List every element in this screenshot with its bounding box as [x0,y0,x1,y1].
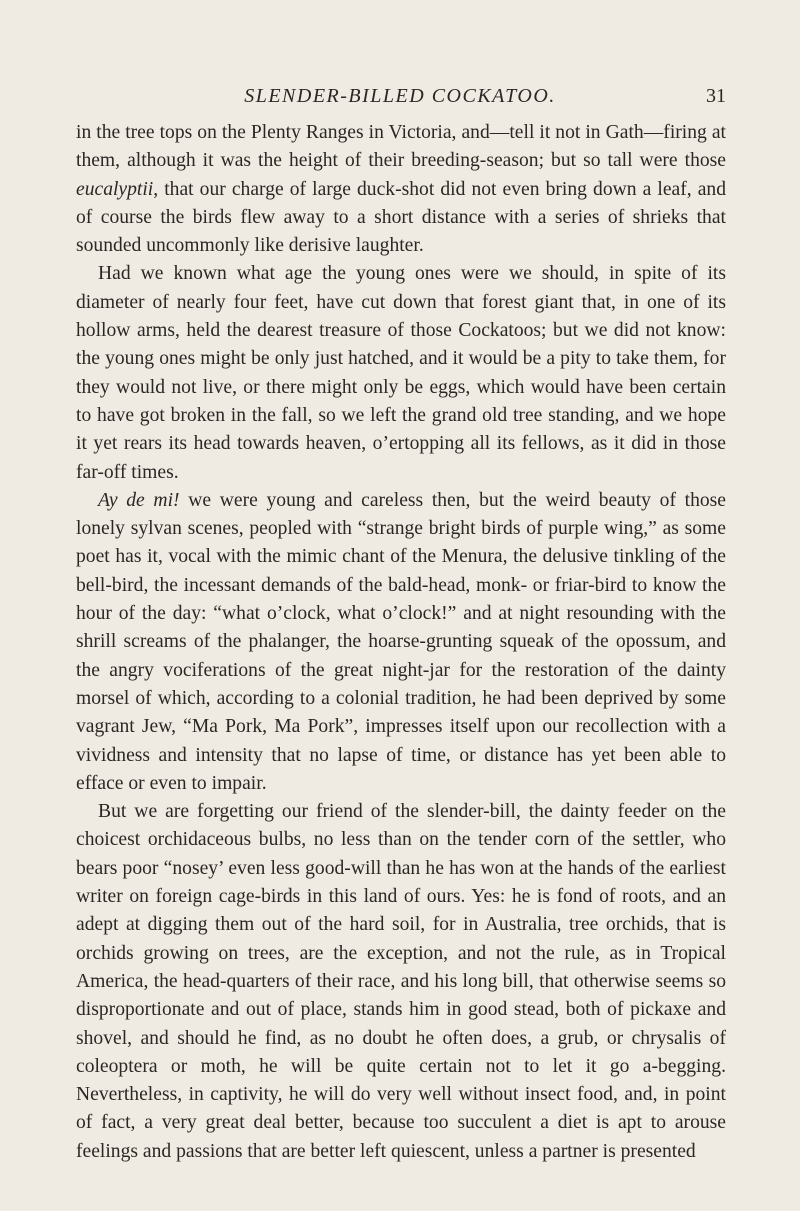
paragraph [76,487,726,798]
paragraph-text: in the tree tops on the Plenty Ranges in Victoria, and—tell it not in Gath—firing at them, although it was the height of their breeding-season; but so tall were those [76,122,726,172]
paragraph [76,260,726,486]
italic-text: eucalyptii [76,178,154,200]
paragraph [76,119,726,260]
running-head-title: SLENDER-BILLED COCKATOO. [244,85,556,107]
page-number: 31 [706,85,726,107]
paragraph [76,798,726,1166]
body-text [76,119,726,1166]
paragraph-text: we were young and careless then, but the weird beauty of those lonely sylvan scenes, peopled with “strange bright birds of purple wing,” as some poet has it, vocal with the mimic chant of the Menura, the delusive tinkling of the bell-bird, the incessant demands of the bald-head, monk- or friar-bird to know the hour of the day: “what o’clock, what o’clock!” and at night resounding with the shrill screams of the phalanger, the hoarse-grunting squeak of the opossum, and the angry vociferations of the great night-jar for the restoration of the dainty morsel of which, according to a colonial tradition, he had been deprived by some vagrant Jew, “Ma Pork, Ma Pork”, impresses itself upon our recollection with a vividness and intensity that no lapse of time, or distance has yet been able to efface or even to impair. [76,489,727,794]
italic-text: Ay de mi! [98,489,180,511]
paragraph-text: Had we known what age the young ones were we should, in spite of its diameter of nearly four feet, have cut down that forest giant that, in one of its hollow arms, held the dearest treasure of those Cockatoos; but we did not know: the young ones might be only just hatched, and it would be a pity to take them, for they would not live, or there might only be eggs, which would have been certain to have got broken in the fall, so we left the grand old tree standing, and we hope it yet rears its head towards heaven, o’ertopping all its fellows, as it did in those far-off times. [76,263,726,483]
paragraph-text: , that our charge of large duck-shot did not even bring down a leaf, and of course the birds flew away to a short distance with a series of shrieks that sounded uncommonly like derisive laughter. [76,178,726,257]
paragraph-text: But we are forgetting our friend of the slender-bill, the dainty feeder on the choicest orchidaceous bulbs, no less than on the tender corn of the settler, who bears poor “nosey’ even less good-will than he has won at the hands of the earliest writer on foreign cage-birds in this land of ours. Yes: he is fond of roots, and an adept at digging them out of the hard soil, for in Australia, tree orchids, that is orchids growing on trees, are the exception, and not the rule, as in Tropical America, the head-quarters of their race, and his long bill, that otherwise seems so disproportionate and out of place, stands him in good stead, both of pickaxe and shovel, and should he find, as no doubt he often does, a grub, or chrysalis of coleoptera or moth, he will be quite certain not to let it go a-begging. Nevertheless, in captivity, he will do very well without insect food, and, in point of fact, a very great deal better, because too succulent a diet is apt to arouse feelings and passions that are better left quiescent, unless a partner is presented [76,801,726,1162]
running-head [0,82,800,110]
